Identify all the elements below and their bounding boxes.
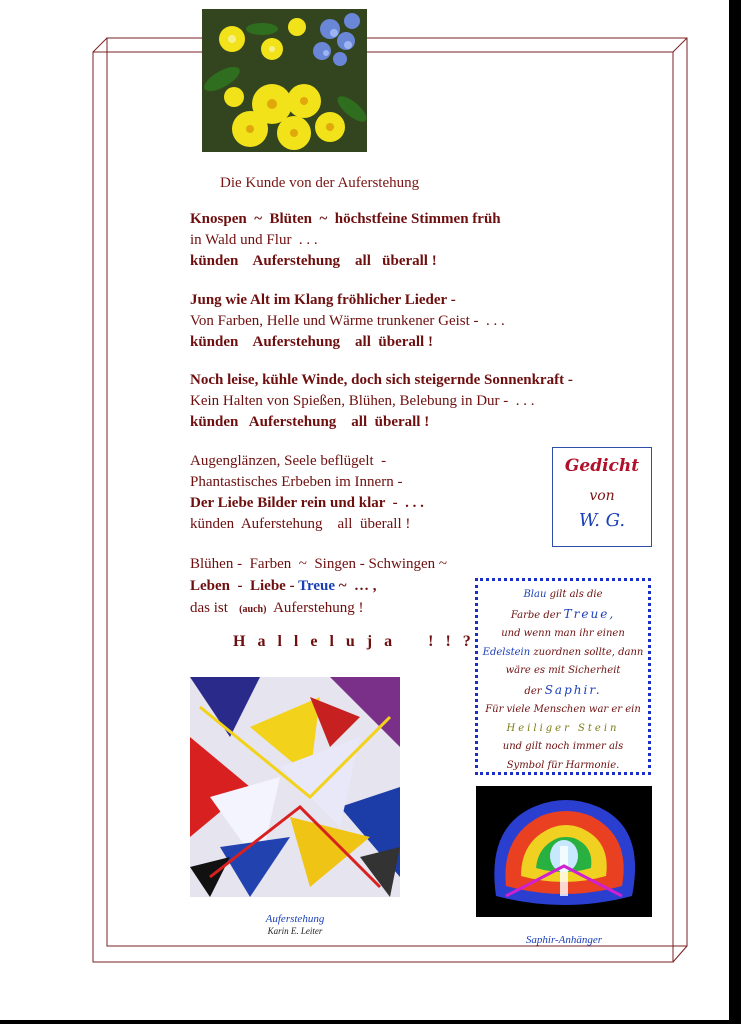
poem-title: Die Kunde von der Auferstehung — [220, 175, 420, 191]
stanza-4-line-4: künden Auferstehung all überall ! — [190, 516, 411, 532]
note-line-1 — [478, 586, 648, 605]
stanza-3-line-1: Noch leise, kühle Winde, doch sich steigernde Sonnenkraft - — [190, 372, 573, 388]
auferstehung-text: Auferstehung ! — [266, 600, 364, 616]
halleluja-line: H a l l e l u j a ! ! ? — [233, 633, 475, 650]
author-box — [552, 447, 652, 547]
treue-note-word: Treue, — [563, 606, 616, 621]
saphir-note-box — [475, 578, 651, 775]
stanza-5-line-2 — [190, 575, 447, 597]
bottom-border-bar — [0, 1020, 741, 1024]
note-line-8: Heiliger Stein — [506, 722, 620, 734]
auferstehung-painting — [190, 677, 400, 897]
note-line-5: wäre es mit Sicherheit — [505, 665, 621, 676]
stanza-3-line-2: Kein Halten von Spießen, Blühen, Belebung in Dur - . . . — [190, 393, 535, 409]
saphir-pendant-image — [476, 786, 652, 917]
note-line-4 — [478, 644, 648, 663]
stanza-4-line-1: Augenglänzen, Seele beflügelt - — [190, 453, 387, 469]
stanza-3-line-3: künden Auferstehung all überall ! — [190, 414, 430, 430]
stanza-3 — [190, 370, 573, 433]
note-line-10: Symbol für Harmonie. — [506, 759, 620, 771]
note-line-2 — [478, 605, 648, 626]
right-border-bar — [729, 0, 741, 1024]
note-line-9: und gilt noch immer als — [502, 741, 624, 752]
stanza-1-line-2: in Wald und Flur . . . — [190, 232, 318, 248]
leben-liebe-text: Leben - Liebe - — [190, 578, 299, 594]
gedicht-label: Gedicht — [564, 456, 640, 476]
painting-caption-title: Auferstehung — [265, 913, 325, 925]
treue-word: Treue — [298, 578, 335, 594]
stanza-5-line-1: Blühen - Farben ~ Singen - Schwingen ~ — [190, 556, 448, 572]
flowers-photo — [202, 9, 367, 152]
stanza-2 — [190, 290, 505, 353]
stanza-4 — [190, 451, 424, 535]
stanza-2-line-1: Jung wie Alt im Klang fröhlicher Lieder - — [190, 292, 456, 308]
ellipsis-text: ~ … , — [335, 578, 377, 594]
auch-text: (auch) — [239, 604, 267, 615]
stanza-5 — [190, 553, 447, 621]
stanza-4-line-3: Der Liebe Bilder rein und klar - . . . — [190, 495, 424, 511]
note-line-3: und wenn man ihr einen — [501, 628, 625, 639]
edelstein-word: Edelstein — [482, 646, 531, 658]
stanza-2-line-2: Von Farben, Helle und Wärme trunkener Geist - . . . — [190, 313, 505, 329]
note-line-4-rest: zuordnen sollte, dann — [530, 646, 644, 658]
painting-caption-artist: Karin E. Leiter — [267, 926, 323, 936]
blau-word: Blau — [523, 589, 547, 600]
der-word: der — [524, 685, 545, 697]
stanza-1 — [190, 209, 501, 272]
farbe-der-text: Farbe der — [510, 609, 564, 621]
von-label: von — [589, 488, 615, 504]
note-line-6 — [478, 681, 648, 702]
stanza-1-line-1: Knospen ~ Blüten ~ höchstfeine Stimmen früh — [190, 211, 501, 227]
author-initials: W. G. — [578, 510, 626, 531]
stanza-5-line-3 — [190, 597, 447, 621]
das-ist-text: das ist — [190, 600, 240, 616]
note-line-7: Für viele Menschen war er ein — [485, 704, 641, 715]
stanza-4-line-2: Phantastisches Erbeben im Innern - — [190, 474, 403, 490]
stanza-1-line-3: künden Auferstehung all überall ! — [190, 253, 437, 269]
saphir-word: Saphir. — [544, 682, 602, 697]
note-line-1-rest: gilt als die — [546, 589, 603, 600]
stanza-2-line-3: künden Auferstehung all überall ! — [190, 334, 433, 350]
pendant-caption: Saphir-Anhänger — [525, 934, 603, 946]
